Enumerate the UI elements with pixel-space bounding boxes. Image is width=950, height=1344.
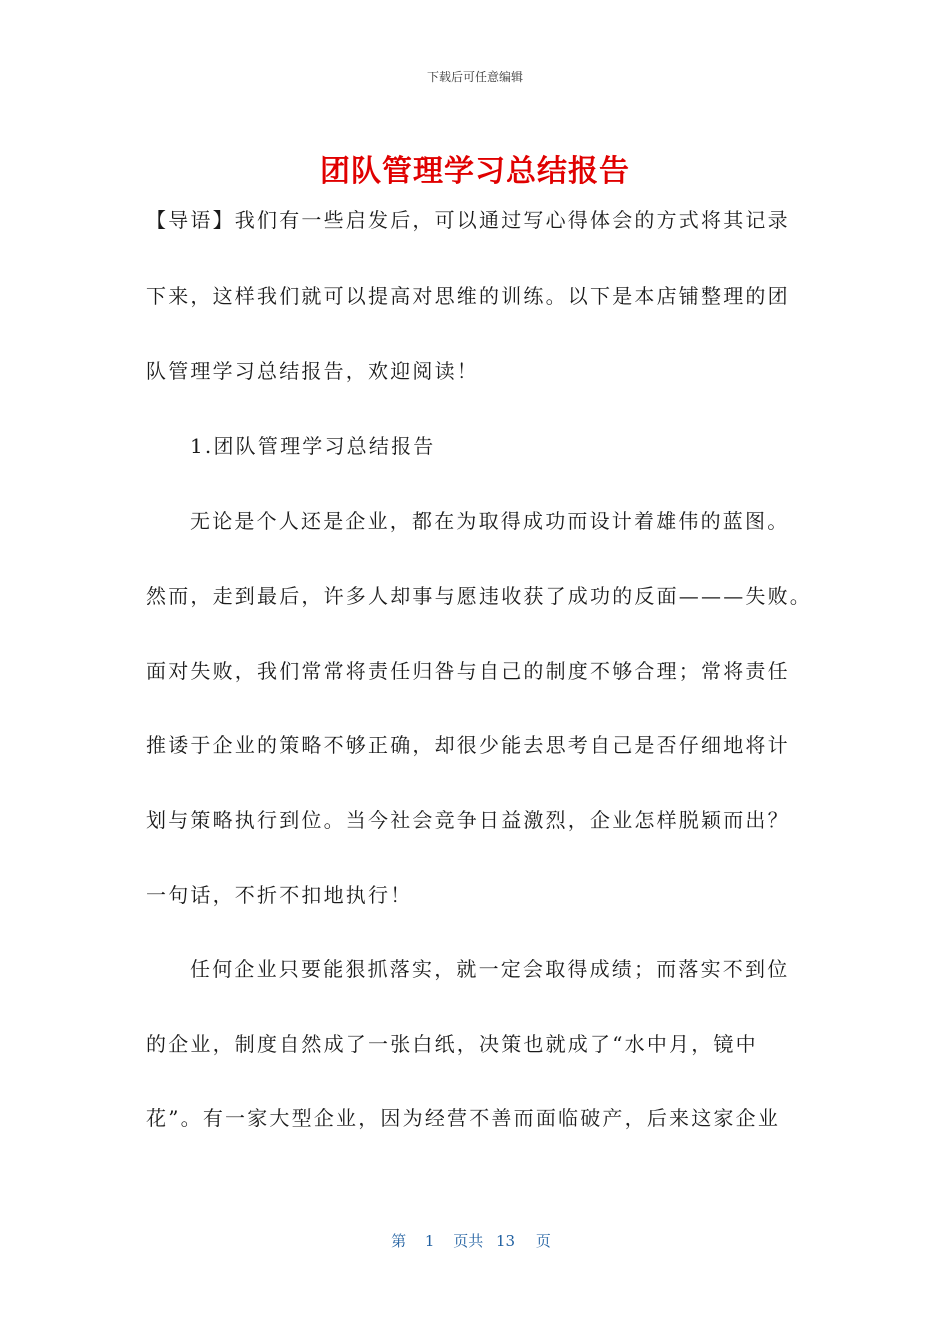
- body-line-8: 推诿于企业的策略不够正确，却很少能去思考自己是否仔细地将计: [146, 733, 790, 757]
- body-line-9: 划与策略执行到位。当今社会竞争日益激烈，企业怎样脱颖而出？: [146, 808, 790, 832]
- header-note: 下载后可任意编辑: [426, 70, 523, 84]
- body-line-5: 无论是个人还是企业，都在为取得成功而设计着雄伟的蓝图。: [190, 509, 790, 533]
- footer-ye-gong: 页共: [453, 1232, 484, 1250]
- footer-di: 第: [391, 1232, 407, 1250]
- body-line-3: 队管理学习总结报告，欢迎阅读！: [146, 359, 479, 383]
- section-heading: 1.团队管理学习总结报告: [190, 434, 436, 458]
- body-line-13: 花”。有一家大型企业，因为经营不善而面临破产，后来这家企业: [146, 1106, 781, 1130]
- footer-current-page: 1: [424, 1232, 435, 1250]
- body-line-6: 然而，走到最后，许多人却事与愿违收获了成功的反面———失败。: [146, 584, 812, 608]
- body-line-2: 下来，这样我们就可以提高对思维的训练。以下是本店铺整理的团: [146, 284, 790, 308]
- body-line-11: 任何企业只要能狠抓落实，就一定会取得成绩；而落实不到位: [190, 957, 790, 981]
- body-line-10: 一句话，不折不扣地执行！: [146, 883, 413, 907]
- document-title: 团队管理学习总结报告: [320, 154, 630, 189]
- footer-ye: 页: [535, 1232, 551, 1250]
- body-line-7: 面对失败，我们常常将责任归咎与自己的制度不够合理；常将责任: [146, 659, 790, 683]
- body-line-12: 的企业，制度自然成了一张白纸，决策也就成了“水中月，镜中: [146, 1032, 758, 1056]
- body-line-1: 【导语】我们有一些启发后，可以通过写心得体会的方式将其记录: [146, 208, 790, 232]
- page-footer: [0, 1230, 950, 1251]
- footer-total-pages: 13: [496, 1232, 516, 1250]
